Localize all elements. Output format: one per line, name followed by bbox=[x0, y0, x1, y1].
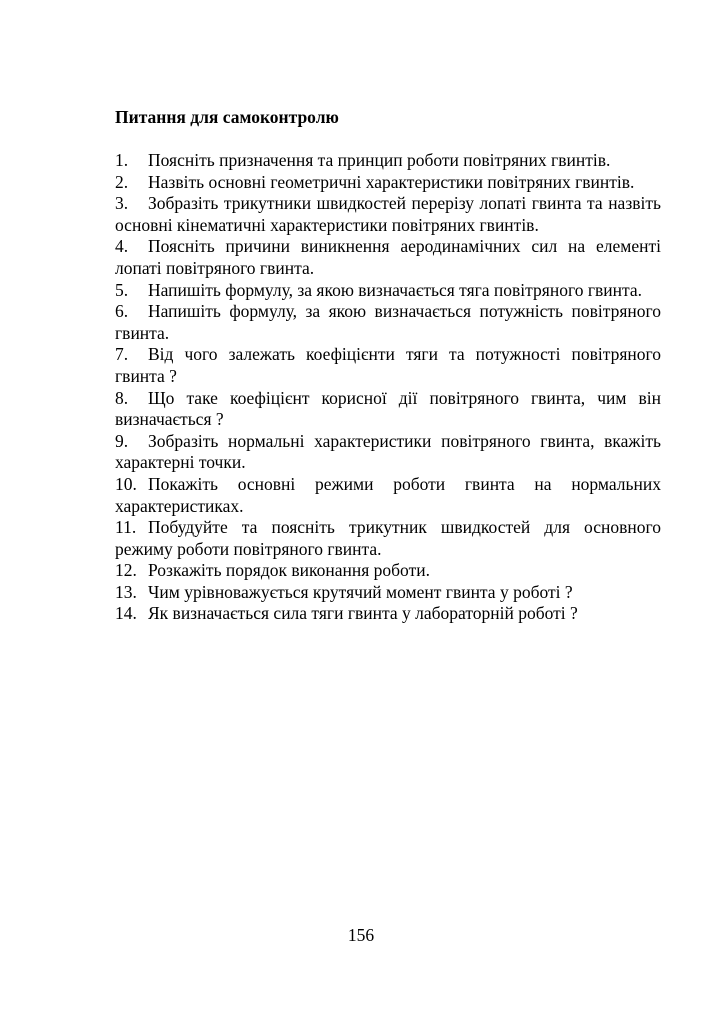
question-item bbox=[115, 388, 661, 431]
question-number: 9. bbox=[115, 430, 129, 451]
question-item bbox=[115, 236, 661, 279]
question-number: 3. bbox=[115, 193, 129, 214]
question-item bbox=[115, 431, 661, 474]
question-number: 13. bbox=[115, 581, 137, 602]
question-number: 4. bbox=[115, 236, 129, 257]
question-number: 12. bbox=[115, 560, 137, 581]
questions-list bbox=[115, 150, 661, 625]
question-text: Назвіть основні геометричні характеристики повітряних гвинтів. bbox=[148, 171, 635, 192]
question-number: 11. bbox=[115, 517, 137, 538]
question-item bbox=[115, 280, 661, 302]
question-text: Напишіть формулу, за якою визначається тяга повітряного гвинта. bbox=[148, 279, 642, 300]
question-number: 1. bbox=[115, 150, 129, 170]
question-text: Побудуйте та поясніть трикутник швидкостей для основного режиму роботи повітряного гвинта. bbox=[115, 517, 661, 559]
question-text: Зобразіть трикутники швидкостей перерізу лопаті гвинта та назвіть основні кінематичні характеристики повітряних гвинтів. bbox=[115, 193, 661, 235]
question-item bbox=[115, 474, 661, 517]
question-number: 10. bbox=[115, 473, 137, 494]
question-item bbox=[115, 582, 661, 604]
question-item bbox=[115, 560, 661, 582]
question-number: 6. bbox=[115, 301, 129, 322]
question-number: 14. bbox=[115, 603, 137, 624]
question-text: Що таке коефіцієнт корисної дії повітряного гвинта, чим він визначається ? bbox=[115, 387, 661, 430]
question-text: Чим урівноважується крутячий момент гвинта у роботі ? bbox=[148, 581, 573, 602]
question-number: 8. bbox=[115, 387, 129, 408]
question-text: Поясніть призначення та принцип роботи повітряних гвинтів. bbox=[148, 150, 611, 170]
section-heading: Питання для самоконтролю bbox=[115, 107, 339, 127]
question-number: 5. bbox=[115, 279, 129, 300]
question-number: 7. bbox=[115, 344, 129, 365]
question-text: Зобразіть нормальні характеристики повітряного гвинта, вкажіть характерні точки. bbox=[115, 430, 661, 473]
question-item bbox=[115, 301, 661, 344]
question-item bbox=[115, 603, 661, 625]
question-text: Розкажіть порядок виконання роботи. bbox=[148, 560, 430, 581]
question-item bbox=[115, 193, 661, 236]
question-text: Як визначається сила тяги гвинта у лабораторній роботі ? bbox=[148, 603, 578, 624]
question-text: Поясніть причини виникнення аеродинамічних сил на елементі лопаті повітряного гвинта. bbox=[115, 236, 661, 278]
question-item bbox=[115, 344, 661, 387]
question-item bbox=[115, 172, 661, 194]
question-text: Від чого залежать коефіцієнти тяги та потужності повітряного гвинта ? bbox=[115, 344, 661, 386]
question-item bbox=[115, 517, 661, 560]
page-number: 156 bbox=[347, 925, 375, 945]
question-item bbox=[115, 150, 661, 172]
question-text: Покажіть основні режими роботи гвинта на нормальних характеристиках. bbox=[115, 473, 661, 516]
question-text: Напишіть формулу, за якою визначається потужність повітряного гвинта. bbox=[115, 301, 661, 343]
question-number: 2. bbox=[115, 171, 129, 192]
